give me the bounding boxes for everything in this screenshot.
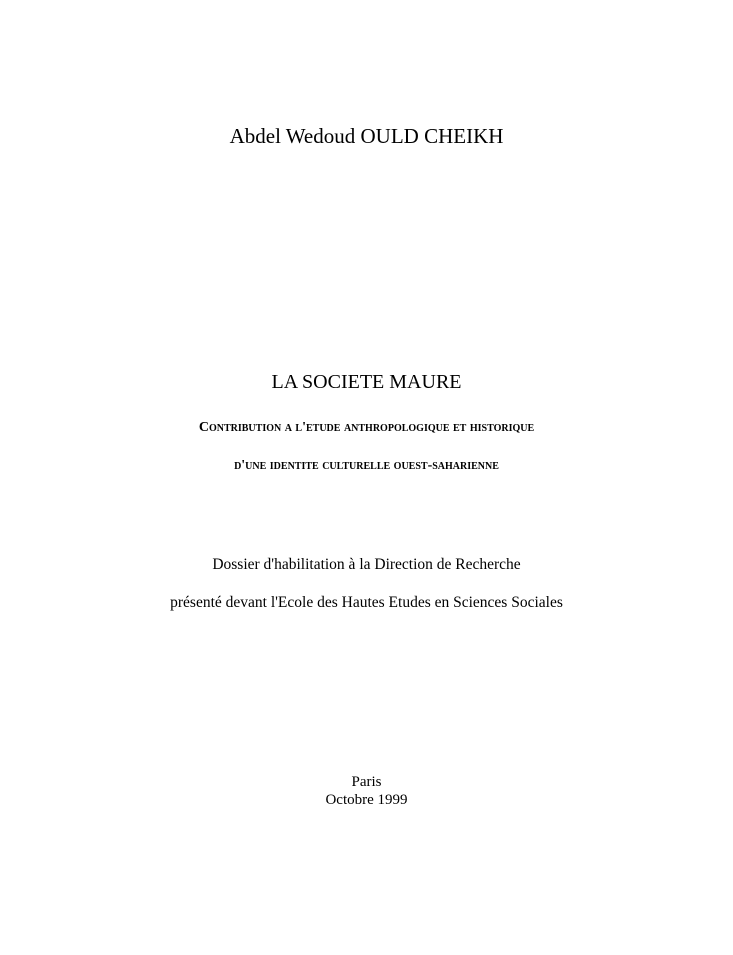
subtitle-line-1: Contribution a l'etude anthropologique et historique — [198, 420, 535, 435]
dossier-line-1: Dossier d'habilitation à la Direction de Recherche — [212, 556, 521, 573]
date-text: Octobre 1999 — [325, 792, 408, 808]
document-title: LA SOCIETE MAURE — [271, 371, 462, 393]
author-name: Abdel Wedoud OULD CHEIKH — [229, 124, 504, 148]
subtitle-line-2: d'une identite culturelle ouest-saharienne — [234, 458, 499, 473]
dossier-line-2: présenté devant l'Ecole des Hautes Etudes en Sciences Sociales — [170, 594, 563, 611]
place-name: Paris — [351, 774, 382, 790]
